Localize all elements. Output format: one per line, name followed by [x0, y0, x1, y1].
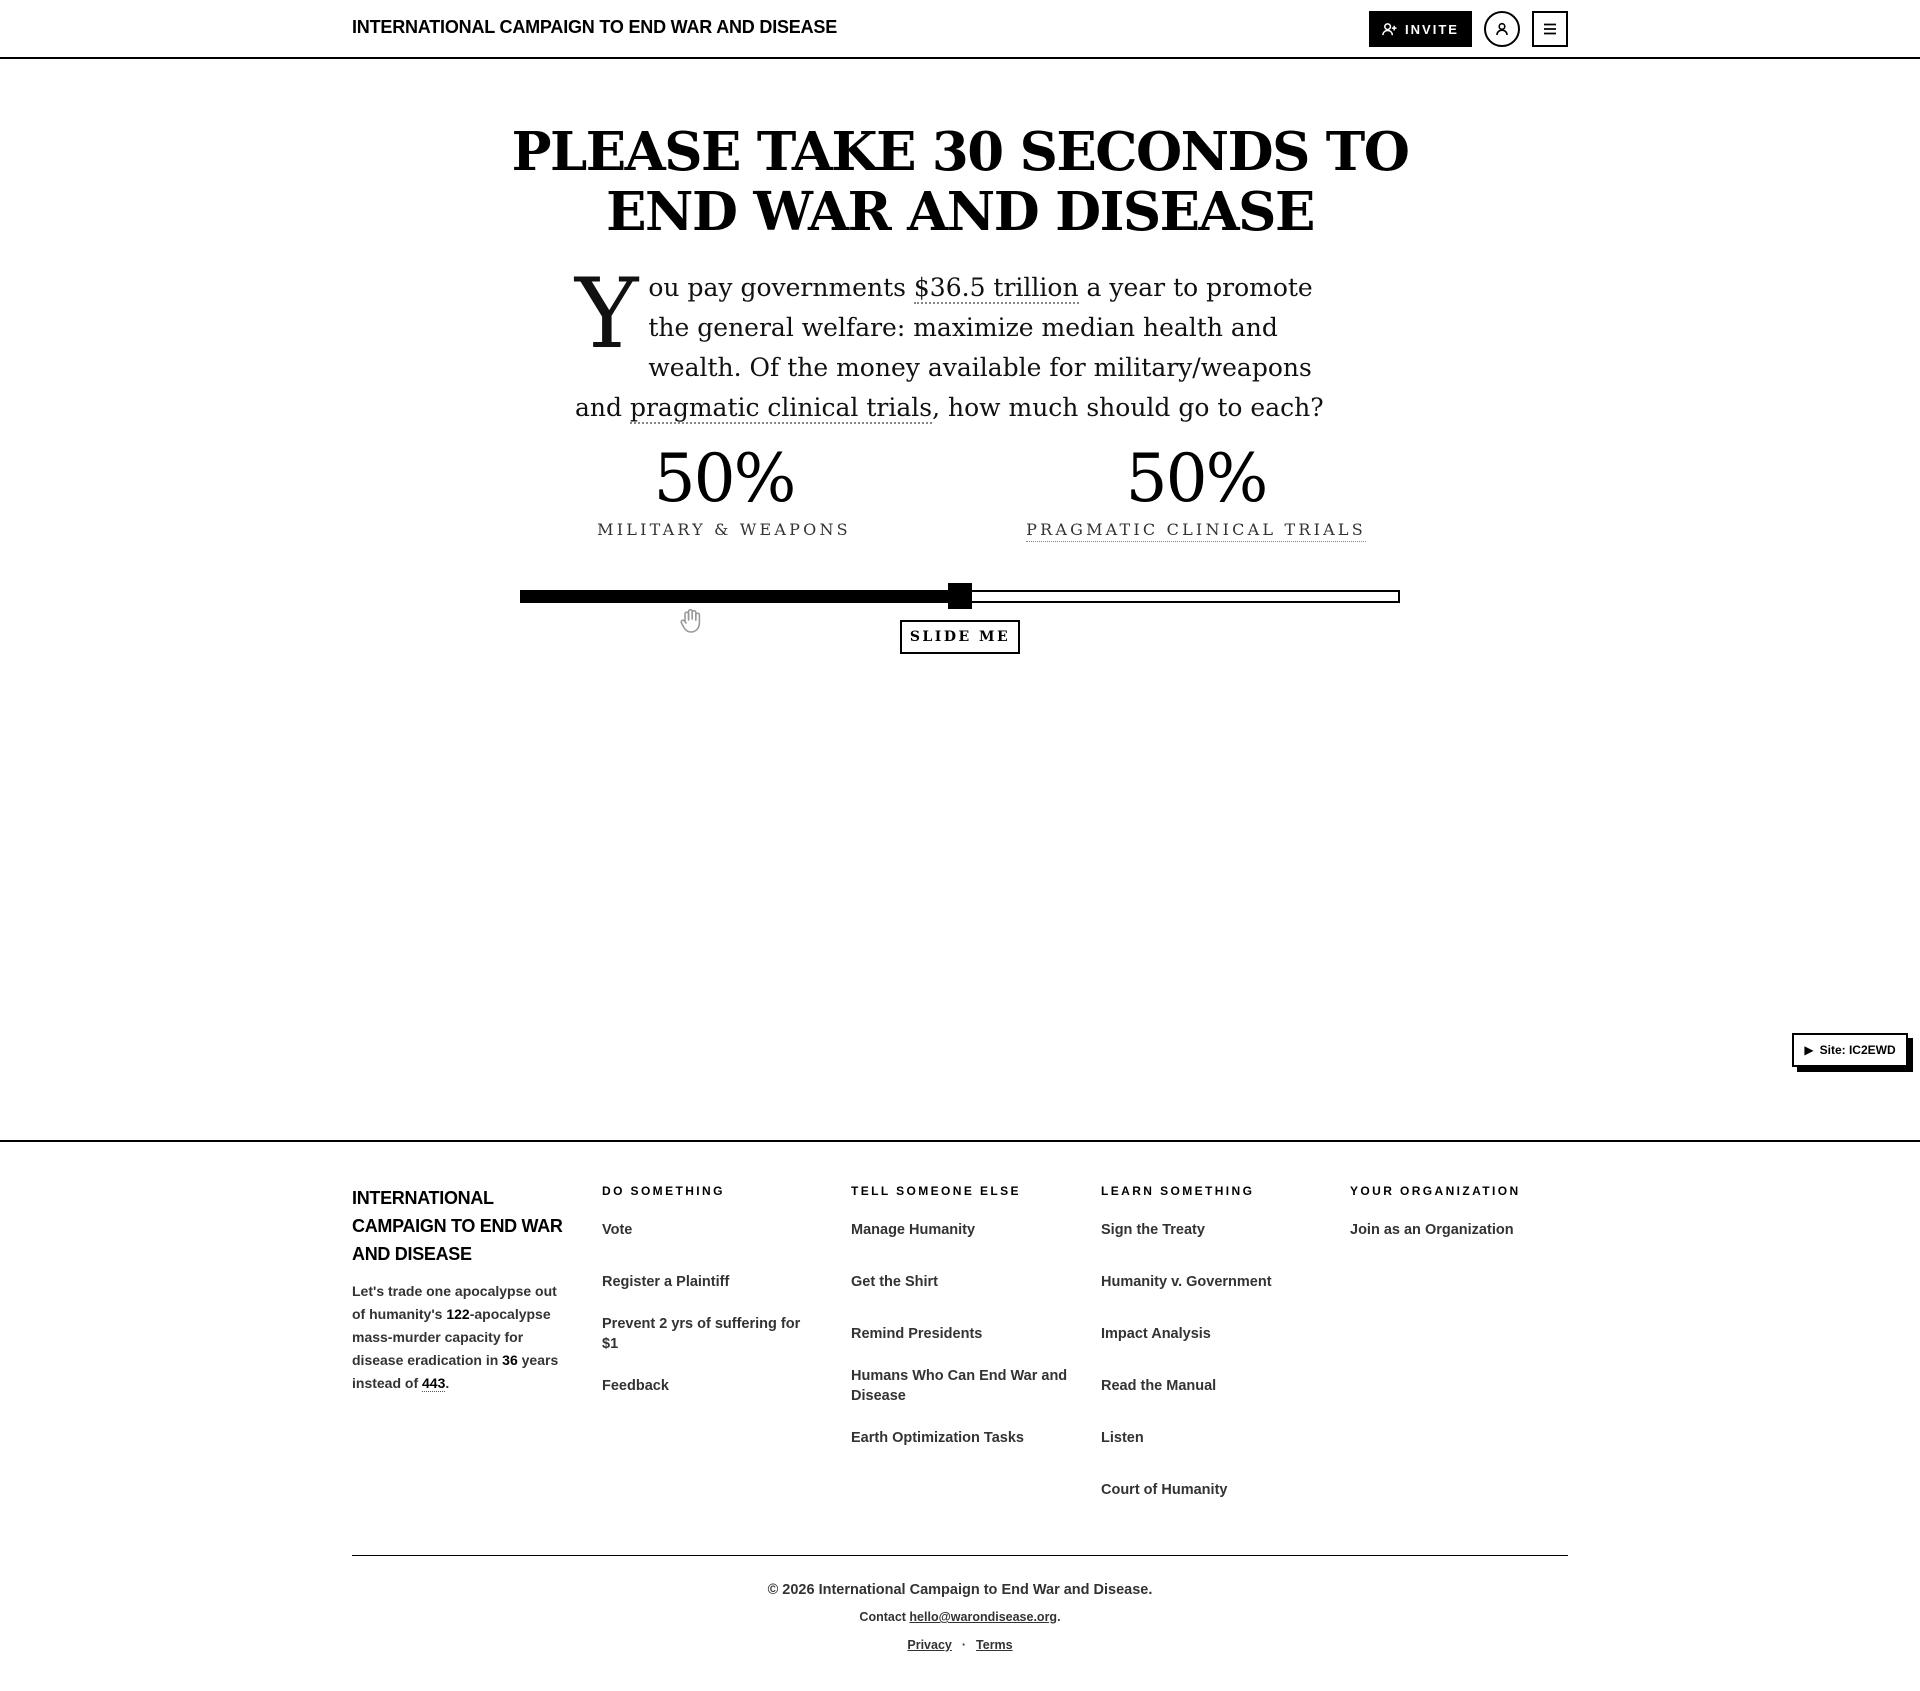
column-heading: DO SOMETHING	[602, 1184, 725, 1198]
tagline-number-3[interactable]: 443	[422, 1375, 446, 1391]
military-label-text: MILITARY & WEAPONS	[597, 520, 851, 539]
footer-link[interactable]: Court of Humanity	[1101, 1482, 1228, 1498]
tagline-text-2: -apocalypse mass-murder capacity for disease eradication in	[352, 1306, 551, 1368]
drop-cap: Y	[575, 258, 639, 370]
invite-button[interactable]	[1369, 11, 1472, 47]
footer-link[interactable]: Impact Analysis	[1101, 1326, 1211, 1342]
brand-logo[interactable]: INTERNATIONAL CAMPAIGN TO END WAR AND DISEASE	[352, 17, 838, 37]
terms-link[interactable]: Terms	[976, 1638, 1013, 1652]
footer-link[interactable]: Get the Shirt	[851, 1274, 939, 1290]
slider-handle[interactable]	[948, 583, 972, 609]
site-badge-label: Site: IC2EWD	[1819, 1043, 1896, 1057]
footer-column-learn-something	[1101, 1184, 1321, 1532]
column-heading: YOUR ORGANIZATION	[1350, 1184, 1521, 1198]
user-icon	[1494, 21, 1510, 37]
footer-link[interactable]: Humanity v. Government	[1101, 1274, 1272, 1290]
budget-link[interactable]: $36.5 trillion	[913, 273, 1079, 302]
footer-link[interactable]: Humans Who Can End War and Disease	[851, 1368, 1068, 1404]
site-badge[interactable]	[1792, 1033, 1908, 1067]
trials-label-text[interactable]: PRAGMATIC CLINICAL TRIALS	[1026, 520, 1366, 542]
footer-tagline	[352, 1280, 562, 1395]
intro-paragraph	[575, 258, 1345, 428]
contact-suffix: .	[1057, 1610, 1061, 1624]
military-label	[514, 520, 934, 539]
site-footer	[0, 1140, 1920, 1691]
contact-prefix: Contact	[859, 1610, 910, 1624]
intro-text-3: , how much should go to each?	[932, 393, 1324, 422]
footer-column-your-organization	[1350, 1184, 1570, 1272]
footer-link[interactable]: Register a Plaintiff	[602, 1274, 730, 1290]
footer-link[interactable]: Remind Presidents	[851, 1326, 983, 1342]
legal-separator: ·	[961, 1638, 967, 1652]
tagline-text-3: years instead of	[352, 1352, 559, 1391]
intro-text-2: a year to promote the general welfare: maximize median health and wealth. Of the money available for military/weapons and	[575, 273, 1313, 422]
trials-label[interactable]	[986, 520, 1406, 539]
contact-line	[0, 1610, 1920, 1624]
footer-link[interactable]: Vote	[602, 1222, 633, 1238]
footer-link[interactable]: Join as an Organization	[1350, 1222, 1514, 1238]
hamburger-icon	[1543, 23, 1557, 35]
tagline-number-2: 36	[502, 1352, 518, 1368]
column-heading: TELL SOMEONE ELSE	[851, 1184, 1021, 1198]
footer-link[interactable]: Read the Manual	[1101, 1378, 1217, 1394]
play-icon: ▶	[1804, 1043, 1814, 1057]
footer-column-tell-someone	[851, 1184, 1071, 1480]
footer-link[interactable]: Earth Optimization Tasks	[851, 1430, 1024, 1446]
legal-links	[0, 1638, 1920, 1652]
footer-link[interactable]: Prevent 2 yrs of suffering for $1	[602, 1316, 801, 1352]
invite-label: INVITE	[1405, 21, 1459, 37]
title-line-1: PLEASE TAKE 30 SECONDS TO	[511, 121, 1409, 183]
tagline-text-1: Let's trade one apocalypse out of humanity's	[352, 1283, 557, 1322]
title-line-2: END WAR AND DISEASE	[606, 181, 1314, 243]
footer-link[interactable]: Feedback	[602, 1378, 669, 1394]
footer-column-do-something	[602, 1184, 822, 1428]
footer-link[interactable]: Listen	[1101, 1430, 1144, 1446]
clinical-trials-link[interactable]: pragmatic clinical trials	[629, 393, 933, 422]
footer-brand: INTERNATIONAL CAMPAIGN TO END WAR AND DISEASE	[352, 1188, 563, 1264]
slider-fill	[522, 592, 960, 601]
footer-link[interactable]: Manage Humanity	[851, 1222, 976, 1238]
footer-link[interactable]: Sign the Treaty	[1101, 1222, 1205, 1238]
add-user-icon	[1382, 22, 1397, 37]
site-header	[0, 0, 1920, 59]
tagline-text-4: .	[445, 1375, 450, 1391]
intro-text-1: ou pay governments	[648, 273, 914, 302]
footer-divider	[352, 1555, 1568, 1556]
military-percent: 50%	[653, 440, 795, 517]
copyright: © 2026 International Campaign to End War and Disease.	[767, 1582, 1153, 1598]
column-heading: LEARN SOMETHING	[1101, 1184, 1255, 1198]
trials-percent: 50%	[1125, 440, 1267, 517]
profile-button[interactable]	[1484, 11, 1520, 47]
privacy-link[interactable]: Privacy	[907, 1638, 952, 1652]
hand-icon	[678, 606, 706, 636]
contact-email-link[interactable]: hello@warondisease.org	[909, 1610, 1058, 1624]
tagline-number-1: 122	[446, 1306, 470, 1322]
menu-button[interactable]	[1532, 11, 1568, 47]
page-title	[460, 122, 1460, 242]
slide-me-button[interactable]: SLIDE ME	[900, 620, 1020, 654]
